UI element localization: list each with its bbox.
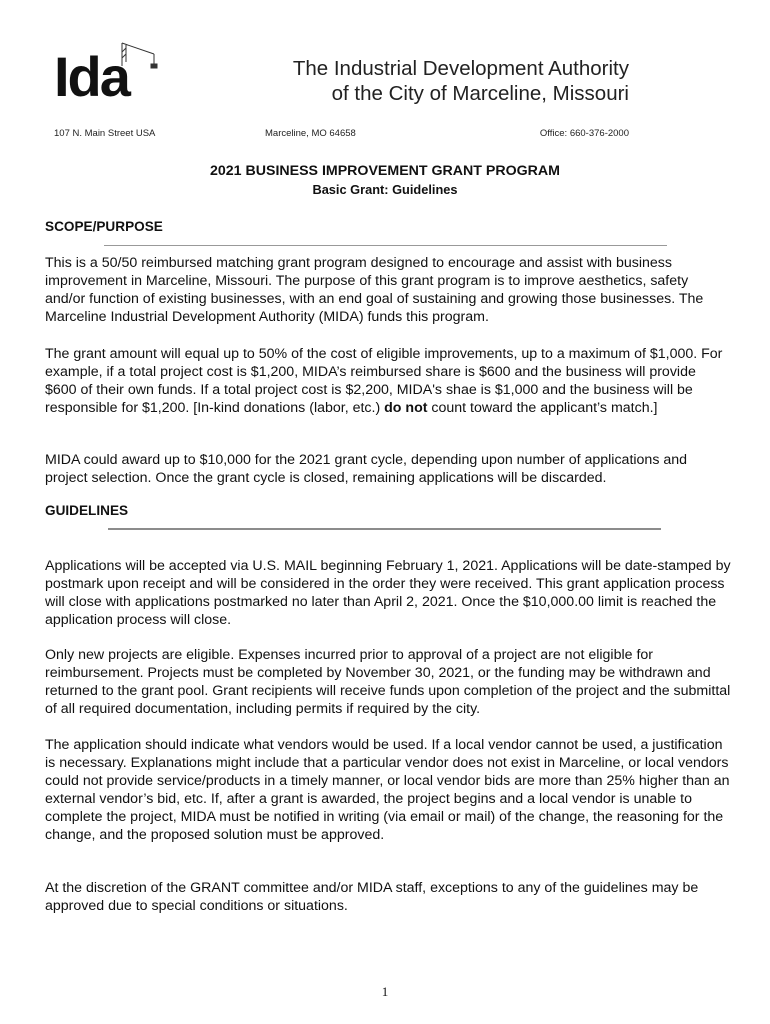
document-subtitle: Basic Grant: Guidelines xyxy=(312,182,458,197)
guidelines-divider xyxy=(108,528,661,530)
guidelines-paragraph-2: Only new projects are eligible. Expenses incurred prior to approval of a project are not eligible for reimbursement. Projects must be completed by November 30, 2021, or the funding may be withdrawn and returned to the grant pool. Grant recipients will receive funds upon completion of the project and the submittal of all required documentation, including permits if required by the city. xyxy=(45,647,731,717)
page-number: 1 xyxy=(381,984,389,999)
scope-paragraph-2-tail: count toward the applicant’s match.] xyxy=(427,400,658,416)
ida-logo xyxy=(54,40,178,102)
guidelines-paragraph-1: Applications will be accepted via U.S. MAIL beginning February 1, 2021. Applications will be date-stamped by postmark upon receipt and will be considered in the order they were received. This grant application process will close with applications postmarked no later than April 2, 2021. Once the $10,000.00 limit is reached the application process will close. xyxy=(45,558,731,628)
org-title-line-2: of the City of Marceline, Missouri xyxy=(331,82,629,105)
organization-title xyxy=(293,56,629,106)
scope-paragraph-2-emphasis: do not xyxy=(384,400,428,416)
scope-heading: SCOPE/PURPOSE xyxy=(45,219,163,234)
scope-paragraph-3: MIDA could award up to $10,000 for the 2021 grant cycle, depending upon number of applications and project selection. Once the grant cycle is closed, remaining applications will be discarded. xyxy=(45,452,688,486)
guidelines-paragraph-4: At the discretion of the GRANT committee and/or MIDA staff, exceptions to any of the guidelines may be approved due to special conditions or situations. xyxy=(45,880,699,914)
scope-divider xyxy=(104,245,667,246)
scope-paragraph-2-text: The grant amount will equal up to 50% of the cost of eligible improvements, up to a maximum of $1,000. For example, if a total project cost is $1,200, MIDA’s reimbursed share is $600 and the business will provide $600 of their own funds. If a total project cost is $2,200, MIDA's shae is $1,000 and the business will be responsible for $1,200. [In-kind donations (labor, etc.) xyxy=(45,346,723,416)
logo-text: Ida xyxy=(54,45,129,102)
scope-paragraph-1: This is a 50/50 reimbursed matching grant program designed to encourage and assist with business improvement in Marceline, Missouri. The purpose of this grant program is to improve aesthetics, safety and/or function of existing businesses, with an end goal of sustaining and growing those businesses. The Marceline Industrial Development Authority (MIDA) funds this program. xyxy=(45,255,704,325)
scope-paragraph-2 xyxy=(45,345,731,417)
street-address: 107 N. Main Street USA xyxy=(54,128,156,139)
office-phone: Office: 660-376-2000 xyxy=(539,128,629,139)
document-title: 2021 BUSINESS IMPROVEMENT GRANT PROGRAM xyxy=(209,163,560,179)
guidelines-paragraph-3: The application should indicate what vendors would be used. If a local vendor cannot be used, a justification is necessary. Explanations might include that a particular vendor does not exist in Marceline, or local vendors could not provide service/products in a timely manner, or local vendor bids are more than 25% higher than an external vendor’s bid, etc. If, after a grant is awarded, the project begins and a local vendor is unable to complete the project, MIDA must be notified in writing (via email or mail) of the change, the reasoning for the change, and the proposed solution must be approved. xyxy=(45,737,730,843)
org-title-line-1: The Industrial Development Authority xyxy=(292,57,629,80)
city-address: Marceline, MO 64658 xyxy=(265,128,356,139)
guidelines-heading: GUIDELINES xyxy=(45,503,129,518)
